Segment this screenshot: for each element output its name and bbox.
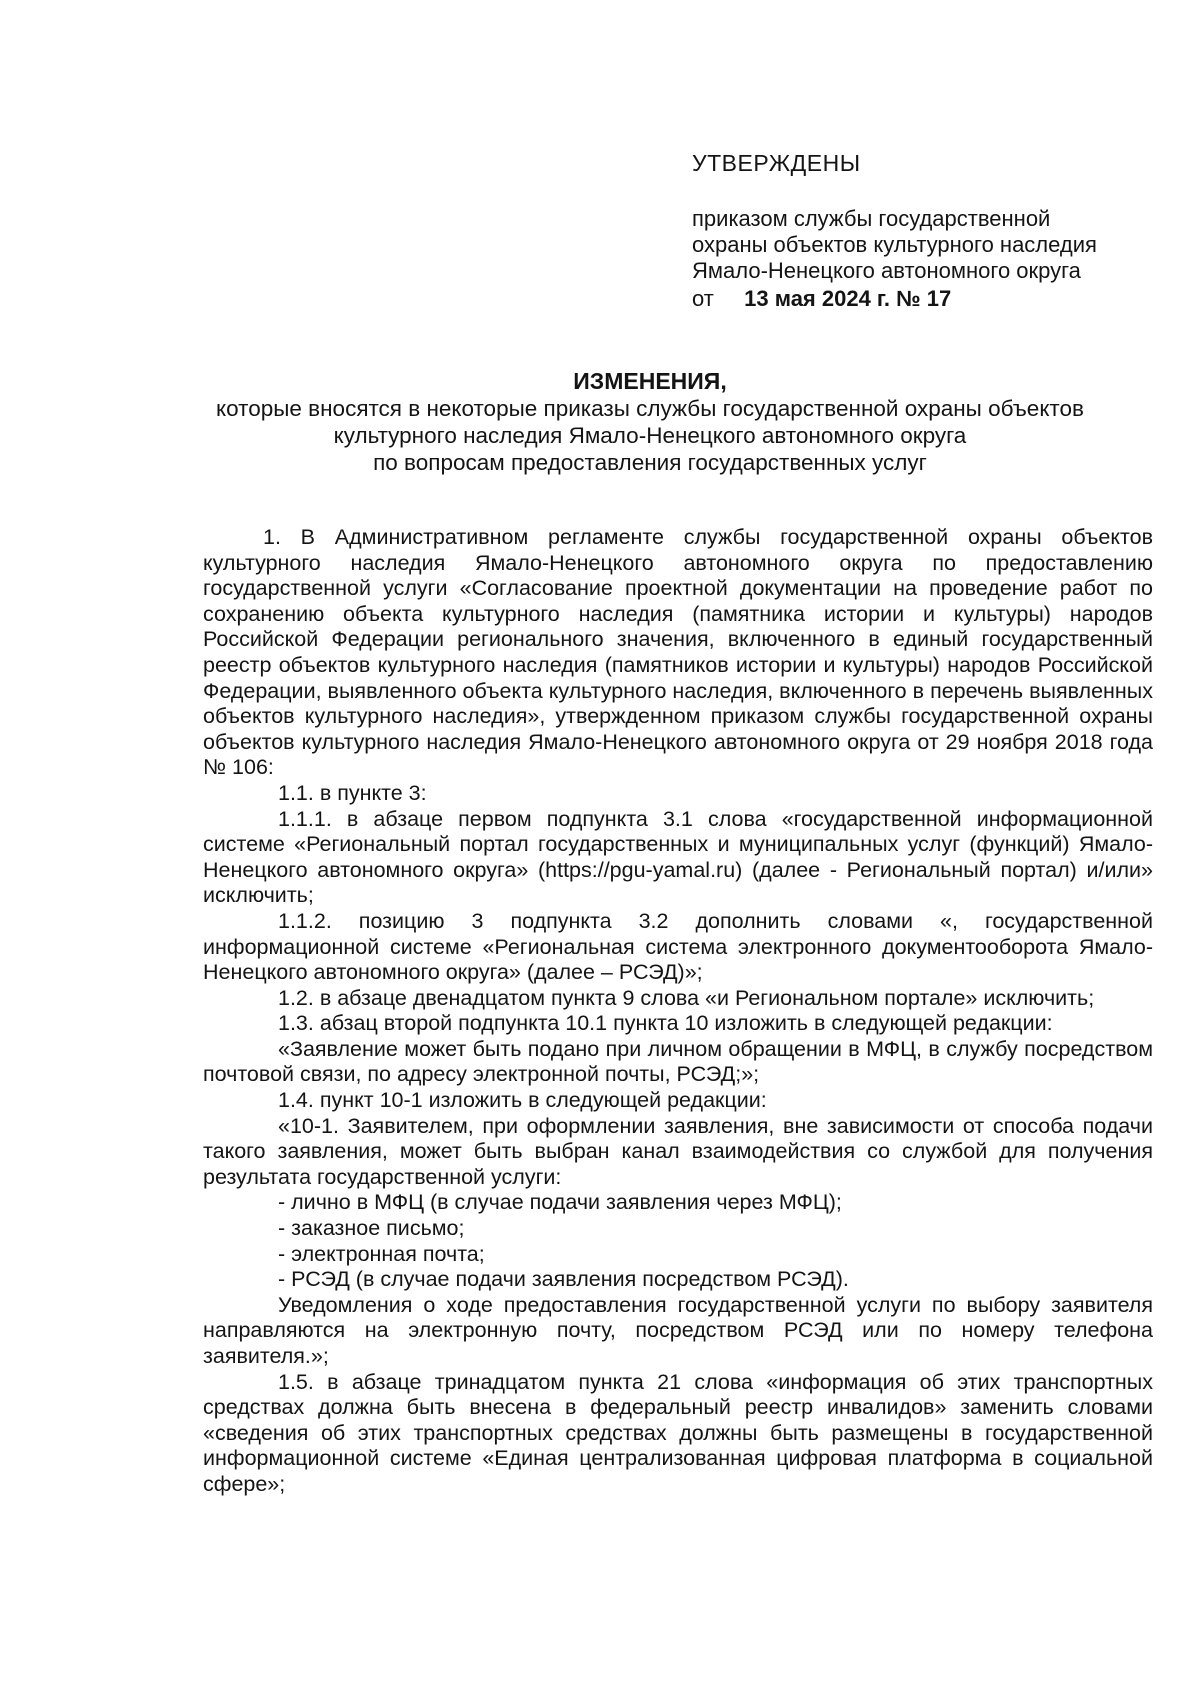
list-item-channel-email: - электронная почта; xyxy=(278,1241,485,1266)
document-subtitle-line-3: по вопросам предоставления государственных услуг xyxy=(373,450,927,475)
approval-block xyxy=(692,150,1132,312)
paragraph-1-4-quote: «10-1. Заявителем, при оформлении заявления, вне зависимости от способа подачи такого заявления, может быть выбран канал взаимодействия со службой для получения результата государственной услуги: xyxy=(203,1113,1153,1189)
paragraph-1-5: 1.5. в абзаце тринадцатом пункта 21 слова «информация об этих транспортных средствах должна быть внесена в федеральный реестр инвалидов» заменить словами «сведения об этих транспортных средствах должны быть размещены в государственной информационной системе «Единая централизованная цифровая платформа в социальной сфере»; xyxy=(203,1369,1153,1496)
approval-line-3: Ямало-Ненецкого автономного округа xyxy=(692,258,1081,283)
document-subtitle-line-1: которые вносятся в некоторые приказы службы государственной охраны объектов xyxy=(216,396,1084,421)
paragraph-1: 1. В Административном регламенте службы государственной охраны объектов культурного наследия Ямало-Ненецкого автономного округа по предоставлению государственной услуги «Согласование проектной документации на проведение работ по сохранению объекта культурного наследия (памятника истории и культуры) народов Российской Федерации регионального значения, включенного в единый государственный реестр объектов культурного наследия (памятников истории и культуры) народов Российской Федерации, выявленного объекта культурного наследия, включенного в перечень выявленных объектов культурного наследия», утвержденном приказом службы государственной охраны объектов культурного наследия Ямало-Ненецкого автономного округа от 29 ноября 2018 года № 106: xyxy=(203,525,1153,780)
list-item-channel-letter: - заказное письмо; xyxy=(278,1216,465,1241)
paragraph-1-4: 1.4. пункт 10-1 изложить в следующей редакции: xyxy=(278,1088,767,1113)
document-title: ИЗМЕНЕНИЯ, xyxy=(573,368,727,394)
paragraph-notifications: Уведомления о ходе предоставления государственной услуги по выбору заявителя направляются на электронную почту, посредством РСЭД или по номеру телефона заявителя.»; xyxy=(203,1292,1153,1368)
paragraph-1-2: 1.2. в абзаце двенадцатом пункта 9 слова «и Региональном портале» исключить; xyxy=(278,985,1095,1010)
document-subtitle-line-2: культурного наследия Ямало-Ненецкого автономного округа xyxy=(333,423,967,448)
list-item-channel-rsed: - РСЭД (в случае подачи заявления посредством РСЭД). xyxy=(278,1267,849,1292)
paragraph-1-1: 1.1. в пункте 3: xyxy=(278,780,427,805)
paragraph-1-3: 1.3. абзац второй подпункта 10.1 пункта 10 изложить в следующей редакции: xyxy=(278,1011,1053,1036)
approval-line-1: приказом службы государственной xyxy=(692,206,1051,231)
list-item-channel-mfc: - лично в МФЦ (в случае подачи заявления через МФЦ); xyxy=(278,1190,842,1215)
document-body xyxy=(203,525,1153,1498)
approval-date-prefix: от xyxy=(692,286,714,311)
approval-heading: УТВЕРЖДЕНЫ xyxy=(692,150,861,176)
paragraph-1-3-quote: «Заявление может быть подано при личном обращении в МФЦ, в службу посредством почтовой связи, по адресу электронной почты, РСЭД;»; xyxy=(203,1036,1153,1087)
paragraph-1-1-2: 1.1.2. позицию 3 подпункта 3.2 дополнить словами «, государственной информационной системе «Региональная система электронного документооборота Ямало-Ненецкого автономного округа» (далее – РСЭД)»; xyxy=(203,908,1153,985)
approval-date-line xyxy=(692,286,1132,312)
document-title-block xyxy=(150,368,1150,476)
approval-line-2: охраны объектов культурного наследия xyxy=(692,232,1097,257)
paragraph-1-1-1: 1.1.1. в абзаце первом подпункта 3.1 слова «государственной информационной системе «Региональный портал государственных и муниципальных услуг (функций) Ямало-Ненецкого автономного округа» (https://pgu-yamal.ru) (далее - Региональный портал) и/или» исключить; xyxy=(203,806,1153,908)
approval-date: 13 мая 2024 г. № 17 xyxy=(744,286,952,311)
